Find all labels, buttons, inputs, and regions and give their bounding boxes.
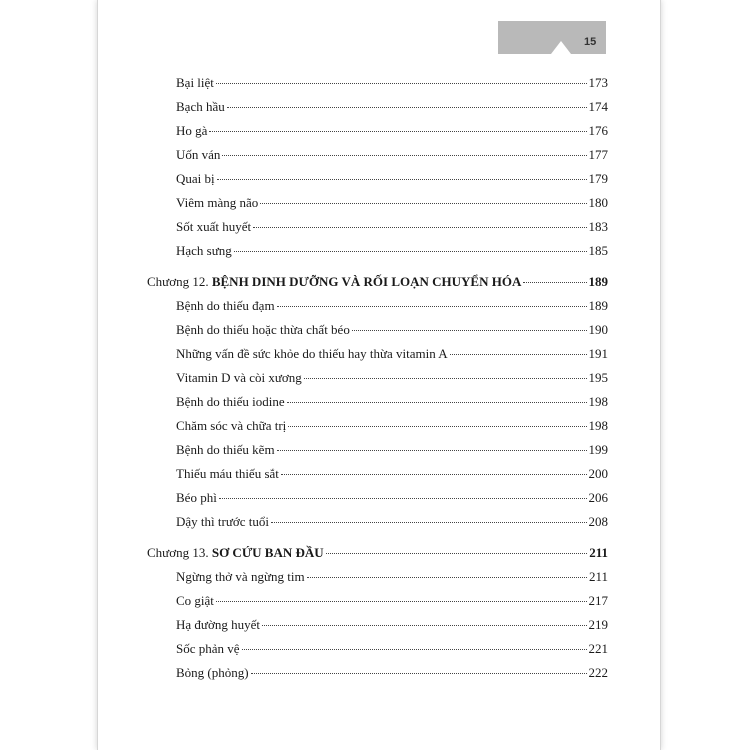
toc-entry (176, 466, 608, 484)
dot-leader (216, 601, 587, 602)
toc-entry-label: Bỏng (phỏng) (176, 665, 249, 680)
chapter-prefix: Chương 12. (147, 274, 212, 289)
toc-entry-page: 189 (588, 298, 608, 313)
toc-entry-page: 222 (588, 665, 608, 680)
dot-leader (281, 474, 587, 475)
toc-entry-label: Sốt xuất huyết (176, 219, 252, 234)
toc-entry (176, 641, 608, 659)
dot-leader (242, 649, 587, 650)
toc-entry-label: Vitamin D và còi xương (176, 370, 302, 385)
toc-entry-label: Bệnh do thiếu đạm (176, 298, 275, 313)
toc-entry (176, 219, 608, 237)
toc-entry (176, 514, 608, 532)
toc-entry (176, 665, 608, 683)
toc-entry (176, 490, 608, 508)
dot-leader (304, 378, 587, 379)
toc-entry-label: Hạ đường huyết (176, 617, 260, 632)
toc-entry-label: Viêm màng não (176, 195, 259, 210)
page-number: 15 (584, 36, 597, 48)
toc-entry-label: Béo phì (176, 490, 217, 505)
chapter-page: 189 (588, 274, 608, 289)
toc-entry-label: Thiếu máu thiếu sắt (176, 466, 279, 481)
toc-entry-label: Bại liệt (176, 75, 214, 90)
toc-entry (176, 322, 608, 340)
toc-entry-label: Dậy thì trước tuổi (176, 514, 269, 529)
dot-leader (277, 306, 587, 307)
chapter-page: 211 (589, 545, 608, 560)
toc-entry (176, 370, 608, 388)
dot-leader (287, 402, 587, 403)
table-of-contents (98, 0, 660, 750)
toc-entry-page: 198 (588, 394, 608, 409)
toc-entry-page: 211 (588, 569, 608, 584)
chapter-title: SƠ CỨU BAN ĐẦU (211, 545, 324, 560)
toc-entry-page: 199 (588, 442, 608, 457)
toc-entry-label: Bệnh do thiếu kẽm (176, 442, 275, 457)
dot-leader (523, 282, 586, 283)
toc-entry (176, 569, 608, 587)
toc-entry (176, 243, 608, 261)
toc-entry (176, 593, 608, 611)
toc-entry-label: Chăm sóc và chữa trị (176, 418, 287, 433)
chapter-title: BỆNH DINH DƯỠNG VÀ RỐI LOẠN CHUYỂN HÓA (211, 274, 522, 289)
toc-entry (176, 195, 608, 213)
toc-entry (176, 346, 608, 364)
dot-leader (352, 330, 587, 331)
toc-entry (176, 394, 608, 412)
toc-entry-page: 177 (588, 147, 608, 162)
toc-entry-page: 198 (588, 418, 608, 433)
toc-entry-label: Ho gà (176, 123, 208, 138)
chapter-prefix: Chương 13. (147, 545, 212, 560)
toc-entry (176, 147, 608, 165)
toc-entry-page: 190 (588, 322, 608, 337)
dot-leader (222, 155, 586, 156)
dot-leader (262, 625, 587, 626)
toc-entry-page: 183 (588, 219, 608, 234)
toc-entry-page: 180 (588, 195, 608, 210)
toc-entry-page: 176 (588, 123, 608, 138)
dot-leader (307, 577, 587, 578)
dot-leader (227, 107, 587, 108)
toc-entry-page: 174 (588, 99, 608, 114)
dot-leader (216, 83, 587, 84)
toc-entry-page: 185 (588, 243, 608, 258)
dot-leader (219, 498, 587, 499)
dot-leader (251, 673, 587, 674)
toc-entry-page: 208 (588, 514, 608, 529)
toc-entry-page: 219 (588, 617, 608, 632)
toc-entry-label: Co giật (176, 593, 214, 608)
dot-leader (260, 203, 586, 204)
dot-leader (450, 354, 587, 355)
toc-entry-label: Uốn ván (176, 147, 221, 162)
toc-entry-page: 195 (588, 370, 608, 385)
toc-entry-page: 191 (588, 346, 608, 361)
toc-entry (176, 442, 608, 460)
toc-entry (176, 298, 608, 316)
toc-entry (176, 75, 608, 93)
toc-entry-label: Hạch sưng (176, 243, 232, 258)
dot-leader (234, 251, 587, 252)
toc-entry-page: 200 (588, 466, 608, 481)
toc-entry-page: 206 (588, 490, 608, 505)
toc-entry-page: 221 (588, 641, 608, 656)
toc-entry-label: Quai bị (176, 171, 215, 186)
toc-entry-page: 173 (588, 75, 608, 90)
toc-entry-label: Sốc phản vệ (176, 641, 240, 656)
toc-entry-page: 179 (588, 171, 608, 186)
toc-entry-label: Bạch hầu (176, 99, 225, 114)
dot-leader (217, 179, 587, 180)
toc-entry (176, 99, 608, 117)
toc-entry-page: 217 (588, 593, 608, 608)
dot-leader (271, 522, 587, 523)
toc-entry-label: Ngừng thở và ngừng tim (176, 569, 305, 584)
dot-leader (277, 450, 587, 451)
dot-leader (288, 426, 586, 427)
dot-leader (326, 553, 588, 554)
toc-entry-label: Bệnh do thiếu hoặc thừa chất béo (176, 322, 350, 337)
toc-entry-label: Bệnh do thiếu iodine (176, 394, 285, 409)
toc-entry (176, 171, 608, 189)
chapter-label (147, 545, 324, 561)
book-page (97, 0, 661, 750)
toc-entry (176, 418, 608, 436)
dot-leader (253, 227, 586, 228)
toc-entry (176, 123, 608, 141)
toc-chapter-heading (147, 545, 608, 563)
chapter-label (147, 274, 521, 290)
dot-leader (209, 131, 586, 132)
toc-entry-label: Những vấn đề sức khỏe do thiếu hay thừa vitamin A (176, 346, 448, 361)
toc-chapter-heading (147, 274, 608, 292)
toc-entry (176, 617, 608, 635)
